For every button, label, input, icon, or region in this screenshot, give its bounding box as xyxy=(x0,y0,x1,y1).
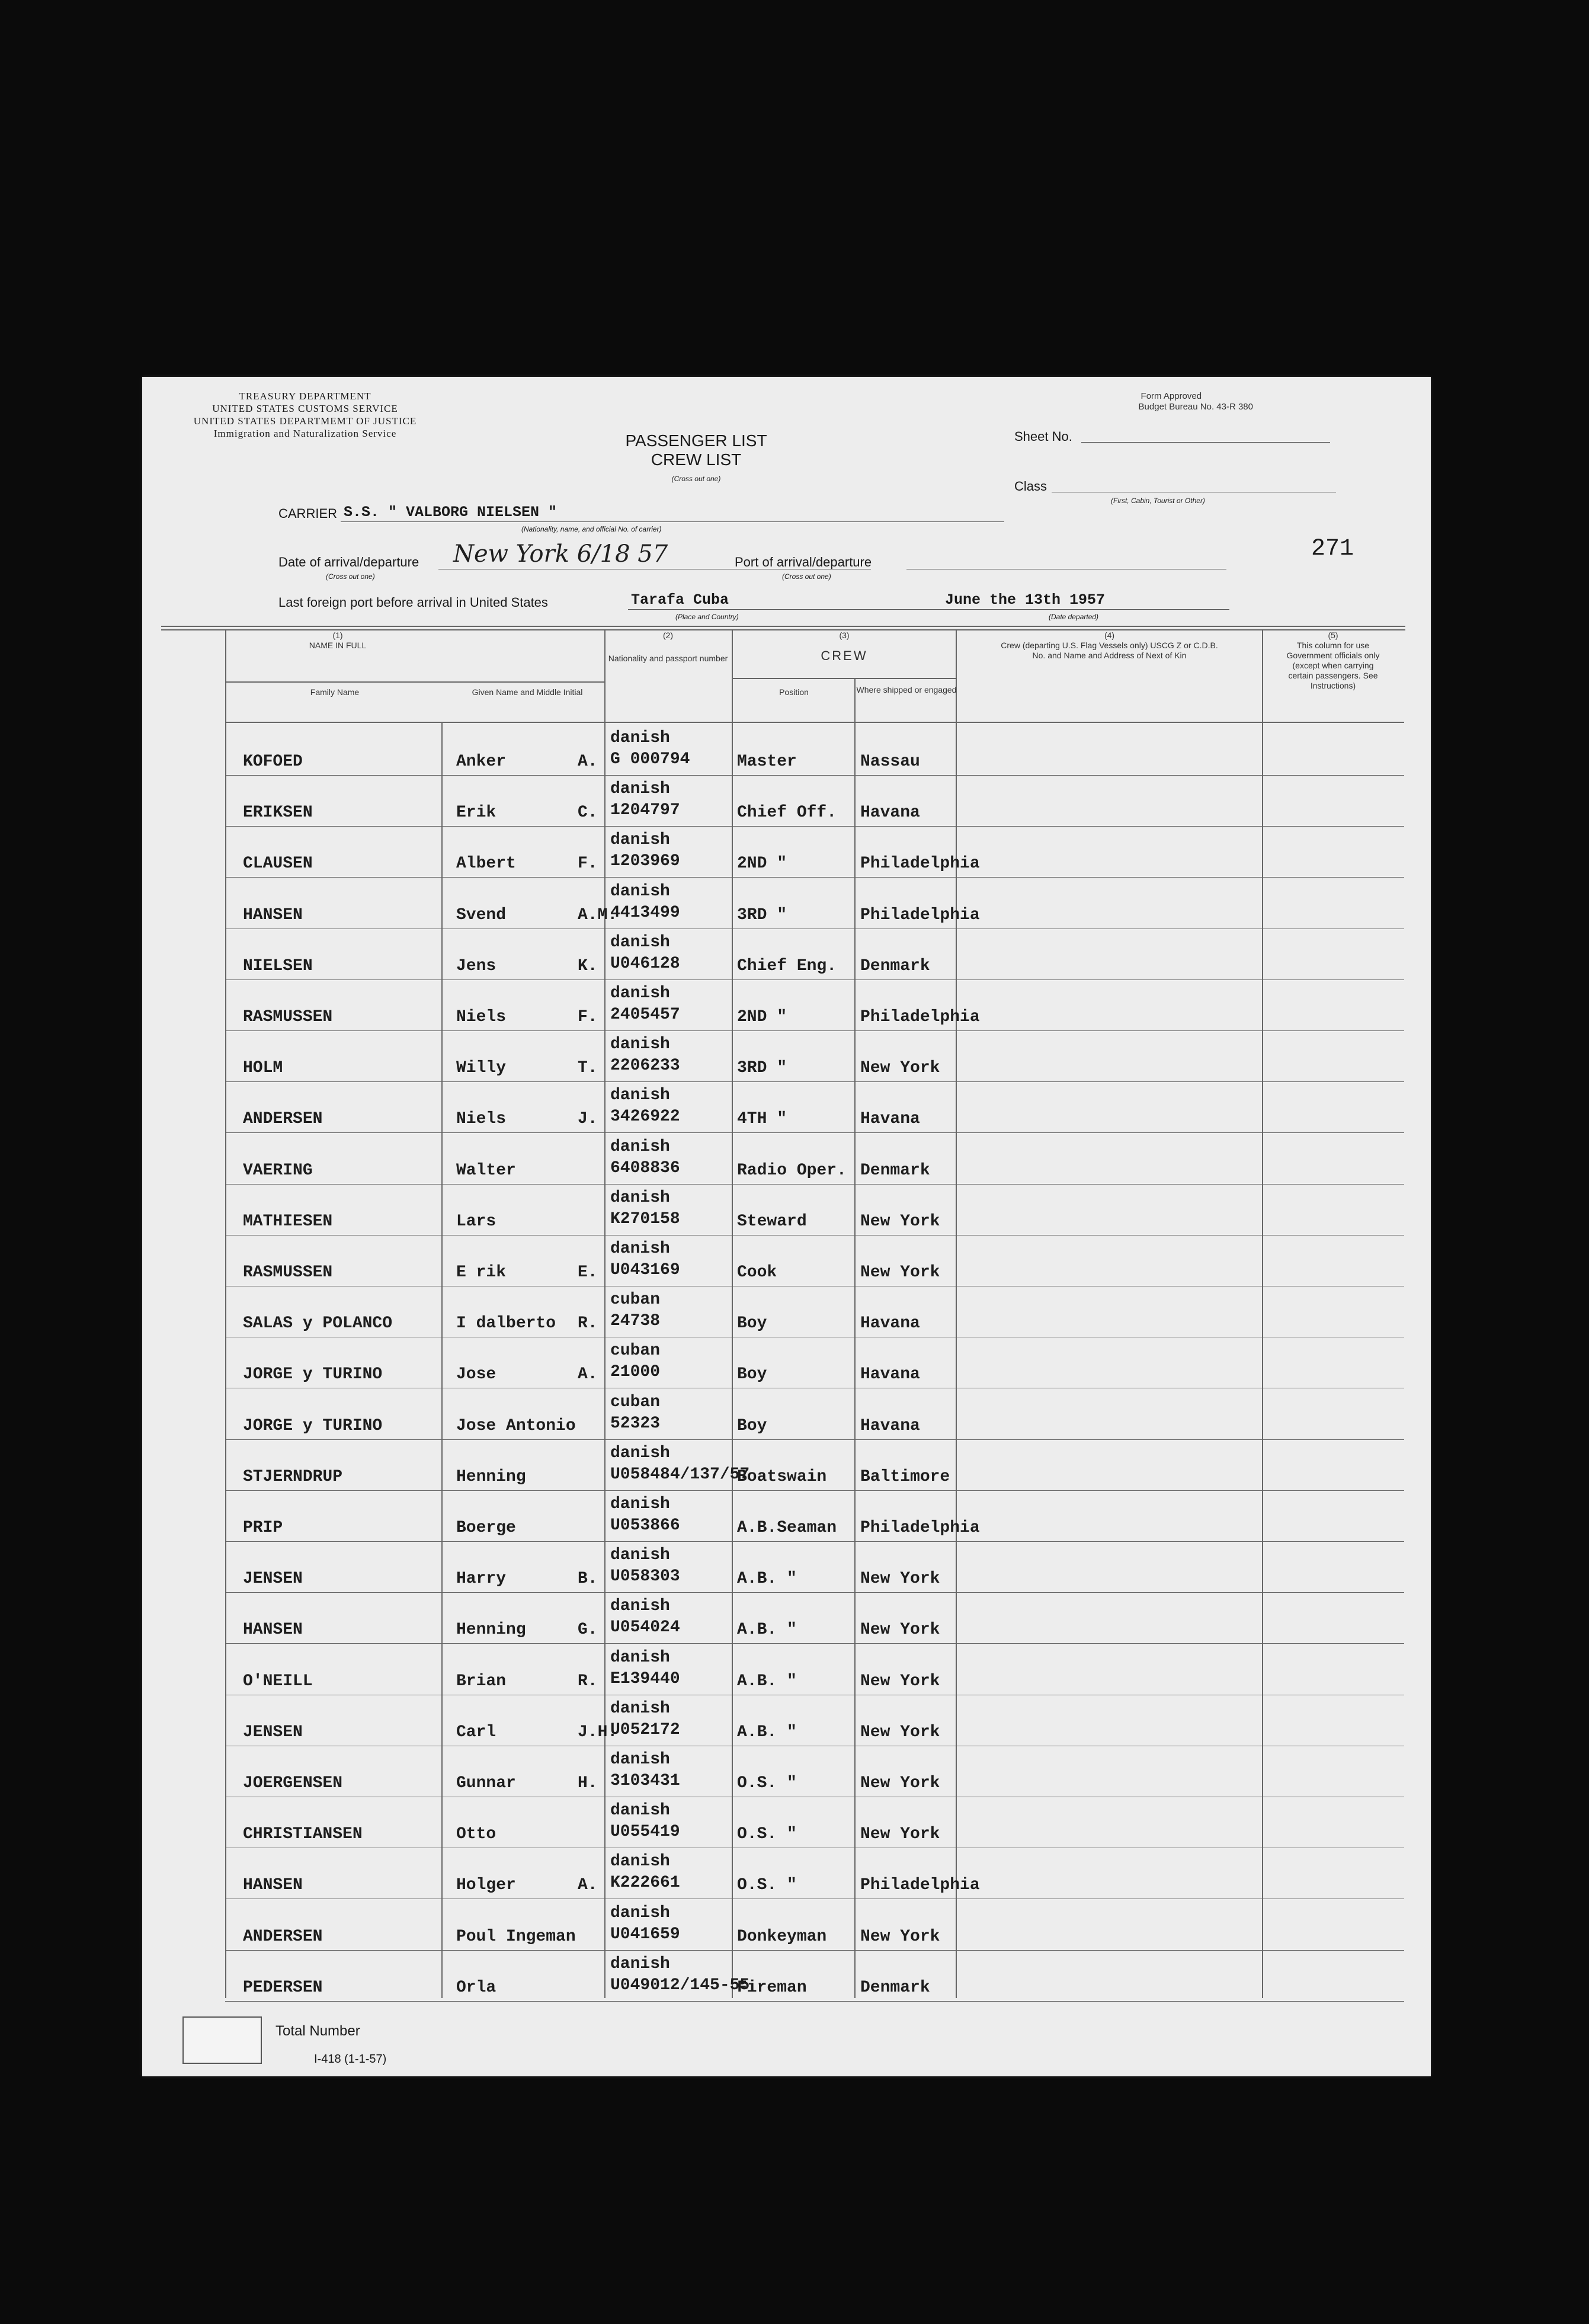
where-shipped-cell: New York xyxy=(860,1927,940,1946)
table-row xyxy=(142,1797,1431,1848)
position-cell: Boy xyxy=(737,1365,767,1384)
table-row xyxy=(142,1644,1431,1695)
passport-cell: U049012/145-55 xyxy=(610,1976,750,1995)
given-name-cell: Svend xyxy=(456,905,507,924)
crew-list-form xyxy=(142,377,1431,2076)
date-arrival-value: New York 6/18 57 xyxy=(453,540,668,568)
where-shipped-cell: New York xyxy=(860,1621,940,1640)
nationality-cell: danish xyxy=(610,1443,670,1462)
agency-line: UNITED STATES DEPARTMEMT OF JUSTICE xyxy=(193,415,417,427)
passenger-list-title: PASSENGER LIST xyxy=(625,431,767,450)
family-name-cell: VAERING xyxy=(243,1161,313,1180)
middle-initial-cell: J.H. xyxy=(578,1723,618,1742)
position-cell: Fireman xyxy=(737,1978,807,1997)
position-cell: O.S. " xyxy=(737,1876,797,1895)
given-name-cell: Willy xyxy=(456,1059,507,1078)
nationality-cell: danish xyxy=(610,729,670,747)
passport-cell: U053866 xyxy=(610,1516,680,1535)
where-shipped-cell: New York xyxy=(860,1723,940,1742)
position-cell: O.S. " xyxy=(737,1774,797,1792)
given-name-cell: Jose Antonio xyxy=(456,1416,576,1435)
passport-cell: 6408836 xyxy=(610,1158,680,1177)
where-shipped-cell: New York xyxy=(860,1570,940,1589)
budget-bureau: Budget Bureau No. 43-R 380 xyxy=(1138,402,1253,412)
given-name-cell: Gunnar xyxy=(456,1774,516,1792)
form-approved: Form Approved xyxy=(1141,391,1202,401)
agency-line: TREASURY DEPARTMENT xyxy=(239,390,371,402)
where-shipped-cell: Philadelphia xyxy=(860,1876,980,1895)
family-name-cell: JOERGENSEN xyxy=(243,1774,343,1792)
col5-title: This column for use Government officials only (except when carrying certain passengers. See Instructions) xyxy=(1286,641,1380,690)
where-shipped-cell: New York xyxy=(860,1774,940,1792)
where-shipped-cell: Havana xyxy=(860,804,920,822)
position-cell: Cook xyxy=(737,1263,777,1282)
family-name-cell: JENSEN xyxy=(243,1570,303,1589)
agency-line: Immigration and Naturalization Service xyxy=(213,428,397,439)
position-cell: 3RD " xyxy=(737,905,787,924)
table-row xyxy=(142,1337,1431,1388)
passport-cell: 3426922 xyxy=(610,1107,680,1126)
table-row xyxy=(142,878,1431,929)
table-row xyxy=(142,775,1431,826)
family-name-cell: RASMUSSEN xyxy=(243,1008,333,1026)
family-name-cell: RASMUSSEN xyxy=(243,1263,333,1282)
where-shipped-cell: Philadelphia xyxy=(860,1008,980,1026)
nationality-cell: danish xyxy=(610,1086,670,1105)
given-name-cell: Jens xyxy=(456,956,496,975)
family-name-cell: CLAUSEN xyxy=(243,854,313,873)
middle-initial-cell: T. xyxy=(578,1059,598,1078)
middle-initial-cell: A. xyxy=(578,1365,598,1384)
nationality-cell: danish xyxy=(610,831,670,850)
passport-cell: 4413499 xyxy=(610,903,680,922)
position-cell: A.B. " xyxy=(737,1621,797,1640)
middle-initial-cell: B. xyxy=(578,1570,598,1589)
nationality-cell: danish xyxy=(610,1137,670,1156)
nationality-cell: danish xyxy=(610,1852,670,1871)
where-shipped-cell: Philadelphia xyxy=(860,854,980,873)
nationality-cell: danish xyxy=(610,1648,670,1667)
middle-initial-cell: R. xyxy=(578,1672,598,1691)
position-cell: A.B. " xyxy=(737,1672,797,1691)
given-name-cell: Lars xyxy=(456,1212,496,1231)
table-row xyxy=(142,1848,1431,1899)
table-row xyxy=(142,1388,1431,1439)
position-header: Position xyxy=(779,687,809,697)
middle-initial-cell: F. xyxy=(578,1008,598,1026)
crew-list-title: CREW LIST xyxy=(651,450,742,469)
table-row xyxy=(142,1490,1431,1541)
family-name-cell: ANDERSEN xyxy=(243,1927,323,1946)
table-row xyxy=(142,929,1431,979)
table-row xyxy=(142,724,1431,775)
given-name-cell: I dalberto xyxy=(456,1314,556,1333)
middle-initial-cell: A. xyxy=(578,753,598,771)
passport-cell: 3103431 xyxy=(610,1772,680,1790)
last-port-label: Last foreign port before arrival in United States xyxy=(278,595,548,610)
where-shipped-cell: New York xyxy=(860,1263,940,1282)
total-number-label: Total Number xyxy=(275,2023,360,2039)
table-row xyxy=(142,1541,1431,1592)
col2-number: (2) xyxy=(662,630,674,640)
given-name-cell: Harry xyxy=(456,1570,507,1589)
where-shipped-cell: Denmark xyxy=(860,1978,930,1997)
middle-initial-cell: G. xyxy=(578,1621,598,1640)
cross-out-note: (Cross out one) xyxy=(671,475,721,483)
last-port-value: Tarafa Cuba xyxy=(631,591,729,609)
where-shipped-cell: Nassau xyxy=(860,753,920,771)
row-rule xyxy=(225,2001,1404,2002)
table-row xyxy=(142,979,1431,1030)
passport-cell: 21000 xyxy=(610,1363,661,1382)
given-name-header: Given Name and Middle Initial xyxy=(472,687,583,697)
col4-title: Crew (departing U.S. Flag Vessels only) USCG Z or C.D.B. No. and Name and Address of Next of Kin xyxy=(1001,641,1218,660)
family-name-cell: JORGE y TURINO xyxy=(243,1416,383,1435)
given-name-cell: Orla xyxy=(456,1978,496,1997)
date-crossout-note: (Cross out one) xyxy=(326,572,375,581)
position-cell: Radio Oper. xyxy=(737,1161,847,1180)
col3-number: (3) xyxy=(839,630,850,640)
position-cell: Steward xyxy=(737,1212,807,1231)
where-shipped-cell: Havana xyxy=(860,1110,920,1129)
nationality-cell: danish xyxy=(610,1495,670,1513)
given-name-cell: Henning xyxy=(456,1467,526,1486)
where-shipped-header: Where shipped or engaged xyxy=(856,685,957,694)
position-cell: Donkeyman xyxy=(737,1927,827,1946)
position-cell: 4TH " xyxy=(737,1110,787,1129)
middle-initial-cell: E. xyxy=(578,1263,598,1282)
passport-cell: K222661 xyxy=(610,1874,680,1893)
passport-cell: K270158 xyxy=(610,1209,680,1228)
middle-initial-cell: H. xyxy=(578,1774,598,1792)
passport-cell: U043169 xyxy=(610,1261,680,1279)
departed-date-value: June the 13th 1957 xyxy=(945,591,1106,609)
family-name-cell: PRIP xyxy=(243,1519,283,1537)
given-name-cell: Holger xyxy=(456,1876,516,1895)
where-shipped-cell: Philadelphia xyxy=(860,905,980,924)
table-row xyxy=(142,1133,1431,1184)
crew-rows xyxy=(142,377,1431,2076)
family-name-cell: HANSEN xyxy=(243,1876,303,1895)
nationality-cell: cuban xyxy=(610,1393,661,1411)
passport-cell: 2206233 xyxy=(610,1057,680,1075)
given-name-cell: Poul Ingeman xyxy=(456,1927,576,1946)
middle-initial-cell: C. xyxy=(578,804,598,822)
family-name-cell: MATHIESEN xyxy=(243,1212,333,1231)
family-name-cell: PEDERSEN xyxy=(243,1978,323,1997)
middle-initial-cell: F. xyxy=(578,854,598,873)
nationality-cell: danish xyxy=(610,933,670,952)
passport-cell: U046128 xyxy=(610,954,680,973)
middle-initial-cell: R. xyxy=(578,1314,598,1333)
family-name-cell: CHRISTIANSEN xyxy=(243,1825,363,1844)
passport-cell: U055419 xyxy=(610,1823,680,1842)
family-name-cell: O'NEILL xyxy=(243,1672,313,1691)
passport-cell: U041659 xyxy=(610,1925,680,1944)
family-name-cell: SALAS y POLANCO xyxy=(243,1314,393,1333)
family-name-cell: KOFOED xyxy=(243,753,303,771)
col4-number: (4) xyxy=(1104,630,1115,640)
nationality-cell: danish xyxy=(610,1954,670,1973)
nationality-cell: cuban xyxy=(610,1342,661,1361)
family-name-cell: JENSEN xyxy=(243,1723,303,1742)
table-row xyxy=(142,1286,1431,1337)
nationality-cell: danish xyxy=(610,1699,670,1718)
passport-cell: 52323 xyxy=(610,1414,661,1433)
family-name-header: Family Name xyxy=(310,687,360,697)
table-row xyxy=(142,1950,1431,2001)
passport-cell: 1203969 xyxy=(610,852,680,871)
passport-cell: G 000794 xyxy=(610,750,690,769)
position-cell: A.B. " xyxy=(737,1723,797,1742)
port-crossout-note: (Cross out one) xyxy=(782,572,831,581)
given-name-cell: Henning xyxy=(456,1621,526,1640)
given-name-cell: Walter xyxy=(456,1161,516,1180)
middle-initial-cell: A.M. xyxy=(578,905,618,924)
passport-cell: U054024 xyxy=(610,1618,680,1637)
col1-title: NAME IN FULL xyxy=(309,641,367,650)
col2-title: Nationality and passport number xyxy=(608,654,728,663)
where-shipped-cell: Havana xyxy=(860,1416,920,1435)
sheet-no-label: Sheet No. xyxy=(1014,429,1072,444)
port-label: Port of arrival/departure xyxy=(735,555,872,569)
position-cell: Boatswain xyxy=(737,1467,827,1486)
where-shipped-cell: New York xyxy=(860,1825,940,1844)
table-row xyxy=(142,1592,1431,1643)
given-name-cell: Niels xyxy=(456,1110,507,1129)
nationality-cell: danish xyxy=(610,1597,670,1616)
position-cell: Boy xyxy=(737,1314,767,1333)
position-cell: O.S. " xyxy=(737,1825,797,1844)
table-row xyxy=(142,1899,1431,1950)
nationality-cell: danish xyxy=(610,1188,670,1207)
where-shipped-cell: Denmark xyxy=(860,956,930,975)
given-name-cell: Carl xyxy=(456,1723,496,1742)
family-name-cell: JORGE y TURINO xyxy=(243,1365,383,1384)
passport-cell: U058303 xyxy=(610,1567,680,1586)
where-shipped-cell: Havana xyxy=(860,1365,920,1384)
given-name-cell: Brian xyxy=(456,1672,507,1691)
nationality-cell: danish xyxy=(610,984,670,1003)
nationality-cell: danish xyxy=(610,1750,670,1769)
family-name-cell: ANDERSEN xyxy=(243,1110,323,1129)
family-name-cell: STJERNDRUP xyxy=(243,1467,343,1486)
carrier-value: S.S. " VALBORG NIELSEN " xyxy=(344,504,558,521)
nationality-cell: danish xyxy=(610,780,670,799)
crew-header: CREW xyxy=(821,648,868,663)
table-row xyxy=(142,826,1431,877)
given-name-cell: Niels xyxy=(456,1008,507,1026)
middle-initial-cell: A. xyxy=(578,1876,598,1895)
col1-number: (1) xyxy=(332,630,343,640)
family-name-cell: HOLM xyxy=(243,1059,283,1078)
agency-line: UNITED STATES CUSTOMS SERVICE xyxy=(212,403,398,414)
nationality-cell: cuban xyxy=(610,1291,661,1310)
family-name-cell: HANSEN xyxy=(243,905,303,924)
date-arrival-label: Date of arrival/departure xyxy=(278,555,419,569)
class-note: (First, Cabin, Tourist or Other) xyxy=(1111,497,1205,505)
col5-number: (5) xyxy=(1328,630,1338,640)
nationality-cell: danish xyxy=(610,1035,670,1054)
passport-cell: 2405457 xyxy=(610,1006,680,1024)
nationality-cell: danish xyxy=(610,1801,670,1820)
table-row xyxy=(142,1081,1431,1132)
given-name-cell: Jose xyxy=(456,1365,496,1384)
nationality-cell: danish xyxy=(610,1240,670,1258)
passport-cell: 24738 xyxy=(610,1312,661,1331)
nationality-cell: danish xyxy=(610,1903,670,1922)
family-name-cell: HANSEN xyxy=(243,1621,303,1640)
position-cell: Chief Off. xyxy=(737,804,837,822)
table-row xyxy=(142,1746,1431,1797)
position-cell: Boy xyxy=(737,1416,767,1435)
nationality-cell: danish xyxy=(610,1546,670,1565)
departed-date-note: (Date departed) xyxy=(1049,613,1099,621)
position-cell: Chief Eng. xyxy=(737,956,837,975)
given-name-cell: Anker xyxy=(456,753,507,771)
position-cell: 2ND " xyxy=(737,1008,787,1026)
where-shipped-cell: Havana xyxy=(860,1314,920,1333)
table-row xyxy=(142,1235,1431,1286)
given-name-cell: Erik xyxy=(456,804,496,822)
passport-cell: U052172 xyxy=(610,1720,680,1739)
carrier-note: (Nationality, name, and official No. of carrier) xyxy=(521,525,662,533)
place-note: (Place and Country) xyxy=(675,613,739,621)
where-shipped-cell: New York xyxy=(860,1059,940,1078)
where-shipped-cell: Baltimore xyxy=(860,1467,950,1486)
position-cell: A.B.Seaman xyxy=(737,1519,837,1537)
family-name-cell: ERIKSEN xyxy=(243,804,313,822)
given-name-cell: E rik xyxy=(456,1263,507,1282)
total-number-box[interactable] xyxy=(182,2016,262,2064)
page-number: 271 xyxy=(1311,536,1354,562)
position-cell: 2ND " xyxy=(737,854,787,873)
nationality-cell: danish xyxy=(610,882,670,901)
given-name-cell: Otto xyxy=(456,1825,496,1844)
middle-initial-cell: K. xyxy=(578,956,598,975)
class-label: Class xyxy=(1014,479,1047,494)
middle-initial-cell: J. xyxy=(578,1110,598,1129)
position-cell: A.B. " xyxy=(737,1570,797,1589)
table-row xyxy=(142,1184,1431,1235)
given-name-cell: Albert xyxy=(456,854,516,873)
passport-cell: E139440 xyxy=(610,1669,680,1688)
position-cell: 3RD " xyxy=(737,1059,787,1078)
position-cell: Master xyxy=(737,753,797,771)
where-shipped-cell: Philadelphia xyxy=(860,1519,980,1537)
passport-cell: U058484/137/57 xyxy=(610,1465,750,1484)
table-row xyxy=(142,1030,1431,1081)
where-shipped-cell: New York xyxy=(860,1672,940,1691)
table-row xyxy=(142,1695,1431,1746)
form-number: I-418 (1-1-57) xyxy=(314,2053,387,2066)
family-name-cell: NIELSEN xyxy=(243,956,313,975)
table-row xyxy=(142,1439,1431,1490)
where-shipped-cell: Denmark xyxy=(860,1161,930,1180)
passport-cell: 1204797 xyxy=(610,801,680,820)
given-name-cell: Boerge xyxy=(456,1519,516,1537)
where-shipped-cell: New York xyxy=(860,1212,940,1231)
carrier-label: CARRIER xyxy=(278,506,338,521)
